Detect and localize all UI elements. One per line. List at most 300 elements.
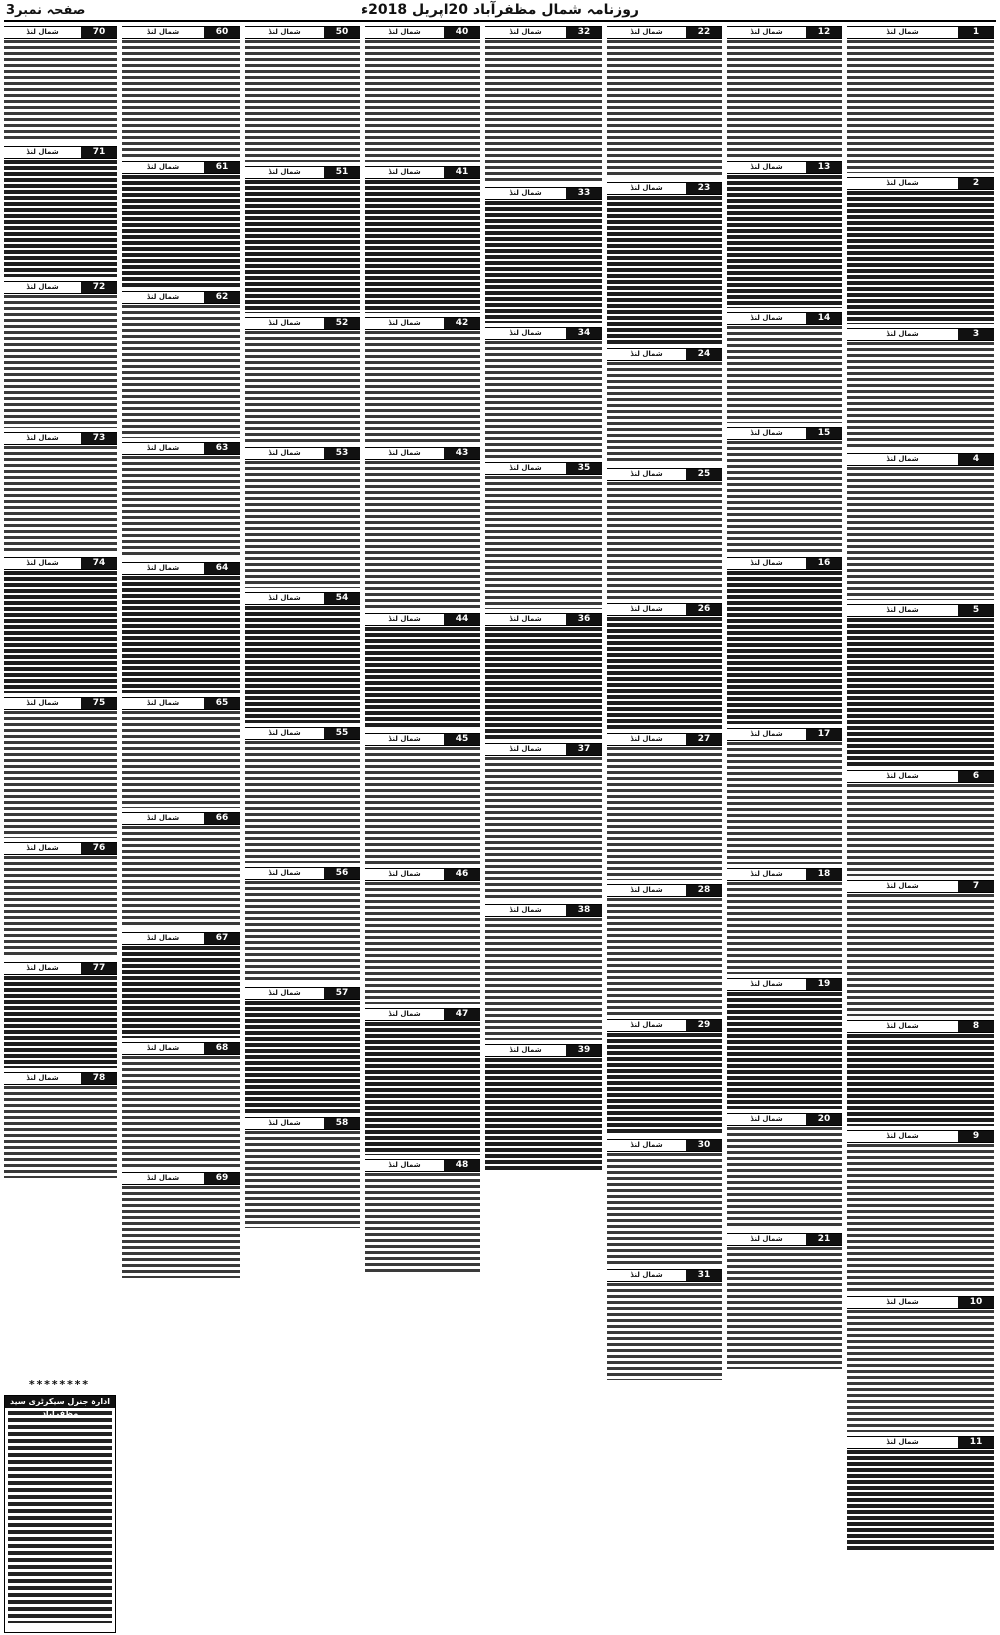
notice-header [847, 1436, 994, 1449]
notice-title: شمال لنڈ [750, 163, 783, 171]
notice-body-text [607, 747, 722, 880]
notice-header [365, 26, 480, 39]
notice-header [847, 328, 994, 341]
legal-notice [727, 26, 842, 157]
notice-number-badge: 70 [81, 27, 117, 38]
notice-number-badge: 2 [958, 178, 994, 189]
notice-header [727, 1233, 842, 1246]
notice-title: شمال لنڈ [26, 964, 59, 972]
notice-header [4, 26, 117, 39]
notice-number-badge: 66 [204, 813, 240, 824]
newspaper-date-line: روزنامہ شمال مظفرآباد 20اپریل 2018ء [360, 2, 639, 18]
notice-number-badge: 14 [806, 313, 842, 324]
notice-header [727, 557, 842, 570]
notice-header [122, 161, 240, 174]
notice-title: شمال لنڈ [750, 1235, 783, 1243]
notice-number-badge: 57 [324, 988, 360, 999]
notice-body-text [847, 191, 994, 324]
notice-number-badge: 42 [444, 318, 480, 329]
legal-notice [4, 697, 117, 838]
notice-header [365, 733, 480, 746]
legal-notice [485, 904, 602, 1040]
notice-header [607, 733, 722, 746]
notice-title: شمال لنڈ [146, 699, 180, 707]
notice-header [485, 327, 602, 340]
legal-notice [607, 1019, 722, 1135]
notice-number-badge: 27 [686, 734, 722, 745]
legal-notice [607, 884, 722, 1015]
notice-header [485, 743, 602, 756]
notice-body-text [727, 326, 842, 423]
notice-number-badge: 11 [958, 1437, 994, 1448]
notice-number-badge: 53 [324, 448, 360, 459]
notice-header [365, 613, 480, 626]
notice-title: شمال لنڈ [26, 699, 59, 707]
notice-title: شمال لنڈ [388, 615, 421, 623]
notice-body-text [365, 747, 480, 864]
notice-body-text [727, 882, 842, 974]
legal-notice [607, 603, 722, 729]
legal-notice [245, 592, 360, 723]
notice-body-text [727, 441, 842, 553]
notice-body-text [122, 946, 240, 1038]
notice-title: شمال لنڈ [388, 28, 421, 36]
notice-header [122, 697, 240, 710]
notice-header [607, 348, 722, 361]
legal-notice [485, 327, 602, 458]
legal-notice [847, 177, 994, 324]
legal-notice [607, 1269, 722, 1380]
notice-header [122, 1172, 240, 1185]
notice-number-badge: 56 [324, 868, 360, 879]
notice-body-text [4, 160, 117, 277]
notice-body-text [365, 461, 480, 609]
notice-body-text [245, 1001, 360, 1113]
notice-number-badge: 43 [444, 448, 480, 459]
notice-title: شمال لنڈ [630, 605, 663, 613]
notice-header [727, 312, 842, 325]
notice-body-text [4, 1086, 117, 1178]
notice-body-text [727, 742, 842, 864]
notice-body-text [365, 40, 480, 162]
notice-header [607, 1019, 722, 1032]
legal-notice [365, 1159, 480, 1275]
legal-notice [607, 468, 722, 599]
notice-number-badge: 30 [686, 1140, 722, 1151]
notice-header [122, 812, 240, 825]
notice-number-badge: 60 [204, 27, 240, 38]
notice-title: شمال لنڈ [886, 772, 919, 780]
notice-number-badge: 10 [958, 1297, 994, 1308]
notice-title: شمال لنڈ [146, 564, 180, 572]
notice-number-badge: 3 [958, 329, 994, 340]
notice-header [122, 932, 240, 945]
notice-header [365, 1008, 480, 1021]
notice-header [485, 613, 602, 626]
notice-title: شمال لنڈ [886, 1132, 919, 1140]
notice-number-badge: 1 [958, 27, 994, 38]
notice-number-badge: 6 [958, 771, 994, 782]
notice-header [607, 468, 722, 481]
notice-number-badge: 13 [806, 162, 842, 173]
legal-notice [122, 1172, 240, 1278]
legal-notice [607, 1139, 722, 1265]
notice-title: شمال لنڈ [26, 559, 59, 567]
notice-title: شمال لنڈ [886, 1298, 919, 1306]
notice-title: شمال لنڈ [146, 293, 180, 301]
notice-header [4, 281, 117, 294]
notice-header [245, 166, 360, 179]
notice-number-badge: 61 [204, 162, 240, 173]
notice-header [485, 462, 602, 475]
notice-title: شمال لنڈ [509, 28, 542, 36]
notice-number-badge: 26 [686, 604, 722, 615]
notice-number-badge: 62 [204, 292, 240, 303]
notice-title: شمال لنڈ [750, 870, 783, 878]
legal-notice [847, 880, 994, 1016]
legal-notice [607, 26, 722, 178]
notice-title: شمال لنڈ [750, 314, 783, 322]
notice-header [365, 317, 480, 330]
column-7 [122, 26, 240, 1631]
notice-body-text [122, 711, 240, 808]
notice-number-badge: 17 [806, 729, 842, 740]
notice-number-badge: 73 [81, 433, 117, 444]
notice-header [245, 987, 360, 1000]
notice-body-text [4, 711, 117, 838]
notice-body-text [365, 627, 480, 729]
notice-body-text [245, 741, 360, 863]
notice-number-badge: 64 [204, 563, 240, 574]
notice-number-badge: 48 [444, 1160, 480, 1171]
masthead-rule [4, 20, 996, 22]
notice-body-text [607, 1033, 722, 1135]
notice-header [4, 146, 117, 159]
legal-notice [4, 1072, 117, 1178]
notice-title: شمال لنڈ [388, 1161, 421, 1169]
column-5 [365, 26, 480, 1631]
notice-title: شمال لنڈ [146, 444, 180, 452]
notice-title: شمال لنڈ [146, 1044, 180, 1052]
legal-notice [727, 427, 842, 553]
legal-notice [607, 182, 722, 344]
notice-title: شمال لنڈ [26, 434, 59, 442]
notice-header [245, 447, 360, 460]
notice-body-text [485, 201, 602, 323]
notice-title: شمال لنڈ [509, 1046, 542, 1054]
notice-number-badge: 50 [324, 27, 360, 38]
column-1 [847, 26, 994, 1631]
notice-body-text [485, 40, 602, 183]
notice-body-text [485, 476, 602, 609]
notice-title: شمال لنڈ [388, 168, 421, 176]
legal-notice [122, 161, 240, 287]
legal-notice [847, 1020, 994, 1126]
notice-number-badge: 33 [566, 188, 602, 199]
notice-body-text [122, 305, 240, 438]
notice-body-text [607, 482, 722, 599]
notice-number-badge: 46 [444, 869, 480, 880]
legal-notice [727, 868, 842, 974]
legal-notice [365, 733, 480, 864]
notice-header [365, 447, 480, 460]
notice-title: شمال لنڈ [26, 844, 59, 852]
notice-header [245, 1117, 360, 1130]
legal-notice [847, 1130, 994, 1292]
legal-notice [847, 328, 994, 449]
notice-body-text [727, 1127, 842, 1229]
notice-body-text [4, 856, 117, 958]
notice-title: شمال لنڈ [630, 886, 663, 894]
notice-header [122, 562, 240, 575]
notice-body-text [847, 467, 994, 600]
notice-number-badge: 25 [686, 469, 722, 480]
legal-notice [245, 166, 360, 313]
notice-header [4, 697, 117, 710]
notice-title: شمال لنڈ [750, 1115, 783, 1123]
legal-notice [485, 26, 602, 183]
notice-number-badge: 51 [324, 167, 360, 178]
masthead [0, 0, 1000, 24]
notice-header [365, 166, 480, 179]
legal-notice [847, 1436, 994, 1552]
notice-number-badge: 76 [81, 843, 117, 854]
notice-header [847, 177, 994, 190]
legal-notice [245, 987, 360, 1113]
notice-number-badge: 9 [958, 1131, 994, 1142]
legal-notice [607, 733, 722, 880]
legal-notice [727, 312, 842, 423]
notice-body-text [122, 456, 240, 558]
notice-title: شمال لنڈ [268, 319, 301, 327]
notice-title: شمال لنڈ [388, 449, 421, 457]
notice-header [365, 1159, 480, 1172]
notice-number-badge: 39 [566, 1045, 602, 1056]
notice-number-badge: 34 [566, 328, 602, 339]
legal-notice [122, 26, 240, 157]
notice-header [727, 868, 842, 881]
notice-number-badge: 5 [958, 605, 994, 616]
notice-title: شمال لنڈ [268, 989, 301, 997]
notice-title: شمال لنڈ [268, 28, 301, 36]
notice-title: شمال لنڈ [146, 1174, 180, 1182]
notice-body-text [485, 1058, 602, 1170]
page-number: صفحہ نمبر3 [6, 3, 86, 18]
notice-body-text [122, 826, 240, 928]
notice-number-badge: 15 [806, 428, 842, 439]
notice-header [727, 728, 842, 741]
notice-number-badge: 36 [566, 614, 602, 625]
notice-title: شمال لنڈ [509, 329, 542, 337]
notice-title: شمال لنڈ [268, 168, 301, 176]
notice-header [365, 868, 480, 881]
legal-notice [365, 26, 480, 162]
legal-notice [847, 604, 994, 766]
notice-header [485, 1044, 602, 1057]
legal-notice [365, 166, 480, 313]
legal-notice [727, 161, 842, 308]
notice-title: شمال لنڈ [388, 870, 421, 878]
notice-header [485, 26, 602, 39]
legal-notice [485, 187, 602, 323]
notice-number-badge: 77 [81, 963, 117, 974]
notice-number-badge: 7 [958, 881, 994, 892]
notice-header [847, 880, 994, 893]
notice-title: شمال لنڈ [268, 594, 301, 602]
notice-title: شمال لنڈ [388, 1010, 421, 1018]
legal-notice [485, 1044, 602, 1170]
legal-notice [245, 867, 360, 983]
notice-number-badge: 22 [686, 27, 722, 38]
notice-body-text [4, 295, 117, 428]
notice-title: شمال لنڈ [630, 28, 663, 36]
legal-notice [365, 447, 480, 609]
notice-body-text [847, 894, 994, 1016]
notice-body-text [122, 1186, 240, 1278]
notice-body-text [727, 40, 842, 157]
notice-body-text [727, 571, 842, 724]
notice-title: شمال لنڈ [630, 350, 663, 358]
notice-number-badge: 18 [806, 869, 842, 880]
publisher-imprint-box [4, 1395, 116, 1633]
notice-body-text [365, 180, 480, 313]
legal-notice [727, 978, 842, 1109]
notice-number-badge: 52 [324, 318, 360, 329]
notice-title: شمال لنڈ [146, 28, 180, 36]
notice-title: شمال لنڈ [26, 283, 59, 291]
notice-header [245, 727, 360, 740]
notice-number-badge: 65 [204, 698, 240, 709]
imprint-title: ادارہ جنرل سیکرٹری سید مظفرآباد [5, 1396, 115, 1408]
notice-header [727, 1113, 842, 1126]
notice-title: شمال لنڈ [886, 179, 919, 187]
notice-body-text [847, 618, 994, 766]
notice-number-badge: 40 [444, 27, 480, 38]
notice-header [727, 427, 842, 440]
notice-body-text [607, 362, 722, 464]
notice-header [122, 1042, 240, 1055]
notice-header [847, 26, 994, 39]
notice-body-text [607, 898, 722, 1015]
notice-title: شمال لنڈ [886, 606, 919, 614]
notice-body-text [245, 606, 360, 723]
notice-body-text [4, 446, 117, 553]
legal-notice [365, 868, 480, 1004]
notice-title: شمال لنڈ [886, 28, 919, 36]
legal-notice [4, 432, 117, 553]
column-6 [245, 26, 360, 1631]
notice-body-text [485, 627, 602, 739]
notice-title: شمال لنڈ [886, 1022, 919, 1030]
legal-notice [485, 613, 602, 739]
notice-number-badge: 54 [324, 593, 360, 604]
legal-notice [4, 962, 117, 1068]
notice-header [847, 1296, 994, 1309]
notice-title: شمال لنڈ [268, 1119, 301, 1127]
notice-header [122, 442, 240, 455]
notice-body-text [847, 342, 994, 449]
notice-header [847, 1130, 994, 1143]
notice-body-text [365, 882, 480, 1004]
legal-notice [365, 1008, 480, 1155]
legal-notice [4, 26, 117, 142]
notice-body-text [245, 40, 360, 162]
notice-title: شمال لنڈ [388, 735, 421, 743]
imprint-stars: ******** [28, 1378, 90, 1391]
legal-notice [485, 743, 602, 900]
notice-number-badge: 58 [324, 1118, 360, 1129]
notice-number-badge: 35 [566, 463, 602, 474]
legal-notice [847, 26, 994, 173]
notice-header [607, 182, 722, 195]
notice-body-text [607, 1283, 722, 1380]
notice-body-text [847, 1450, 994, 1552]
notice-number-badge: 12 [806, 27, 842, 38]
notice-number-badge: 29 [686, 1020, 722, 1031]
legal-notice [607, 348, 722, 464]
legal-notice [122, 562, 240, 693]
notice-body-text [245, 180, 360, 313]
notice-header [607, 884, 722, 897]
notice-title: شمال لنڈ [26, 148, 59, 156]
column-4 [485, 26, 602, 1631]
notice-title: شمال لنڈ [26, 1074, 59, 1082]
notice-title: شمال لنڈ [630, 1021, 663, 1029]
notice-body-text [727, 175, 842, 308]
notice-number-badge: 4 [958, 454, 994, 465]
notice-title: شمال لنڈ [750, 559, 783, 567]
notice-number-badge: 8 [958, 1021, 994, 1032]
notice-number-badge: 32 [566, 27, 602, 38]
notice-body-text [122, 40, 240, 157]
notice-header [4, 842, 117, 855]
notice-body-text [485, 757, 602, 900]
notice-title: شمال لنڈ [750, 730, 783, 738]
notice-number-badge: 38 [566, 905, 602, 916]
notice-title: شمال لنڈ [630, 470, 663, 478]
notice-header [727, 161, 842, 174]
legal-notice [4, 281, 117, 428]
notice-number-badge: 41 [444, 167, 480, 178]
legal-notice [122, 1042, 240, 1168]
notice-title: شمال لنڈ [146, 163, 180, 171]
notice-header [847, 453, 994, 466]
notice-header [607, 1269, 722, 1282]
notice-number-badge: 68 [204, 1043, 240, 1054]
notice-body-text [485, 918, 602, 1040]
notice-header [485, 187, 602, 200]
notice-number-badge: 45 [444, 734, 480, 745]
notice-number-badge: 72 [81, 282, 117, 293]
notice-title: شمال لنڈ [750, 429, 783, 437]
legal-notice [122, 932, 240, 1038]
notice-body-text [245, 881, 360, 983]
notice-title: شمال لنڈ [630, 184, 663, 192]
notice-body-text [245, 461, 360, 588]
notice-number-badge: 28 [686, 885, 722, 896]
notice-number-badge: 19 [806, 979, 842, 990]
notice-header [607, 26, 722, 39]
notice-body-text [4, 40, 117, 142]
notice-number-badge: 20 [806, 1114, 842, 1125]
imprint-text-block [8, 1411, 112, 1623]
notice-header [847, 604, 994, 617]
notice-header [727, 26, 842, 39]
legal-notice [245, 727, 360, 863]
notice-body-text [245, 331, 360, 443]
notice-body-text [607, 1153, 722, 1265]
notice-number-badge: 47 [444, 1009, 480, 1020]
